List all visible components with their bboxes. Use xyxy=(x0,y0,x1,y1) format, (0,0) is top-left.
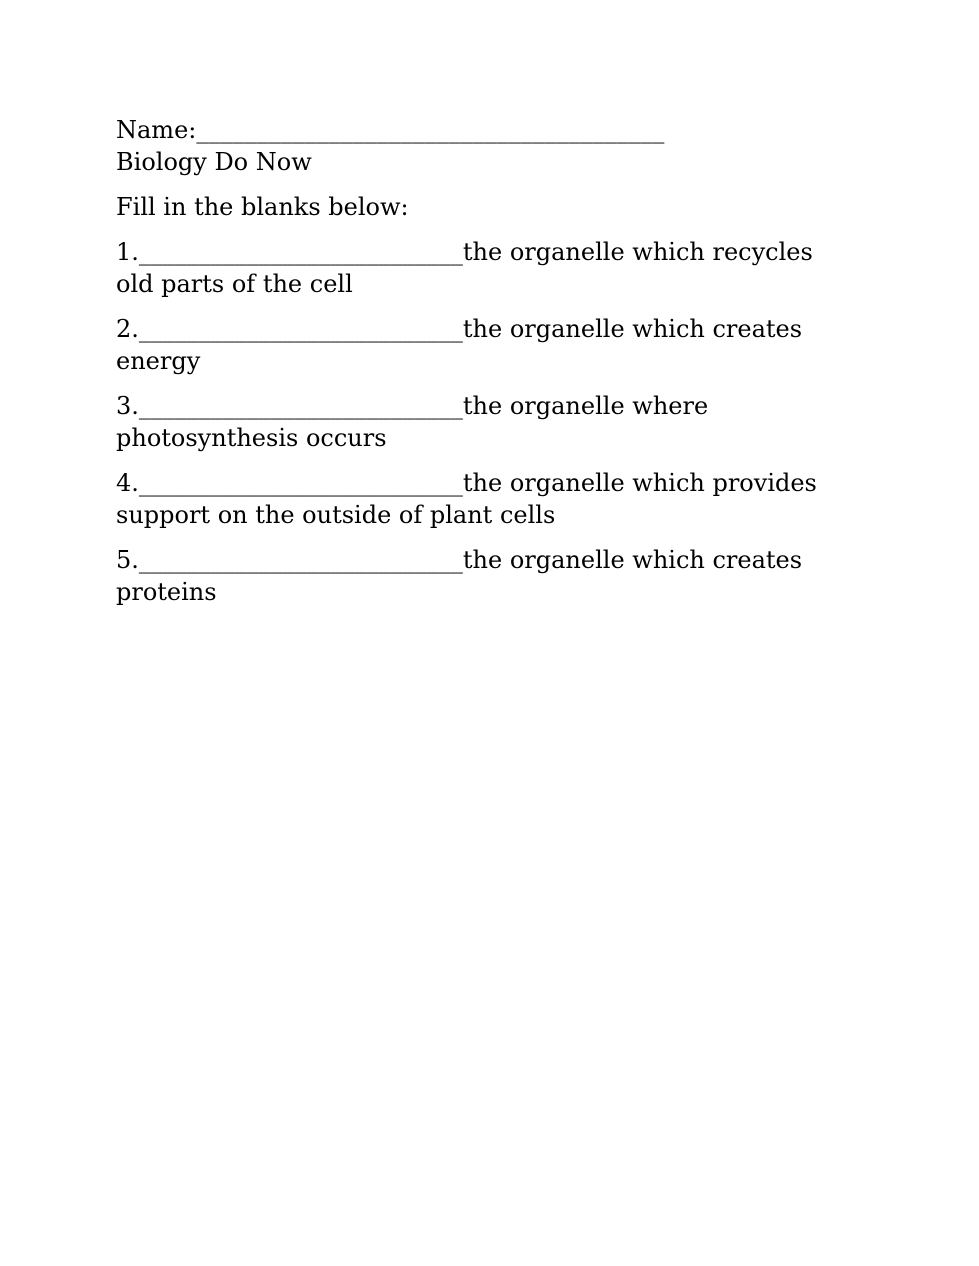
question-line: 5.___________________________the organelle which creates xyxy=(116,546,803,574)
question-line: 3.___________________________the organelle where xyxy=(116,392,709,420)
question-line-continued: energy xyxy=(116,347,201,375)
name-line: Name:_______________________________________ xyxy=(116,116,665,144)
question-line: 1.___________________________the organelle which recycles xyxy=(116,238,813,266)
question-line-continued: photosynthesis occurs xyxy=(116,424,387,452)
instructions-text: Fill in the blanks below: xyxy=(116,193,409,221)
question-item-5 xyxy=(116,544,876,608)
worksheet-title: Biology Do Now xyxy=(116,148,312,176)
question-item-3 xyxy=(116,390,876,454)
question-line-continued: old parts of the cell xyxy=(116,270,353,298)
question-item-2 xyxy=(116,313,876,377)
question-line-continued: proteins xyxy=(116,578,217,606)
worksheet-body xyxy=(116,114,876,608)
question-item-4 xyxy=(116,467,876,531)
question-line-continued: support on the outside of plant cells xyxy=(116,501,556,529)
question-item-1 xyxy=(116,236,876,300)
question-line: 4.___________________________the organelle which provides xyxy=(116,469,817,497)
question-line: 2.___________________________the organelle which creates xyxy=(116,315,803,343)
